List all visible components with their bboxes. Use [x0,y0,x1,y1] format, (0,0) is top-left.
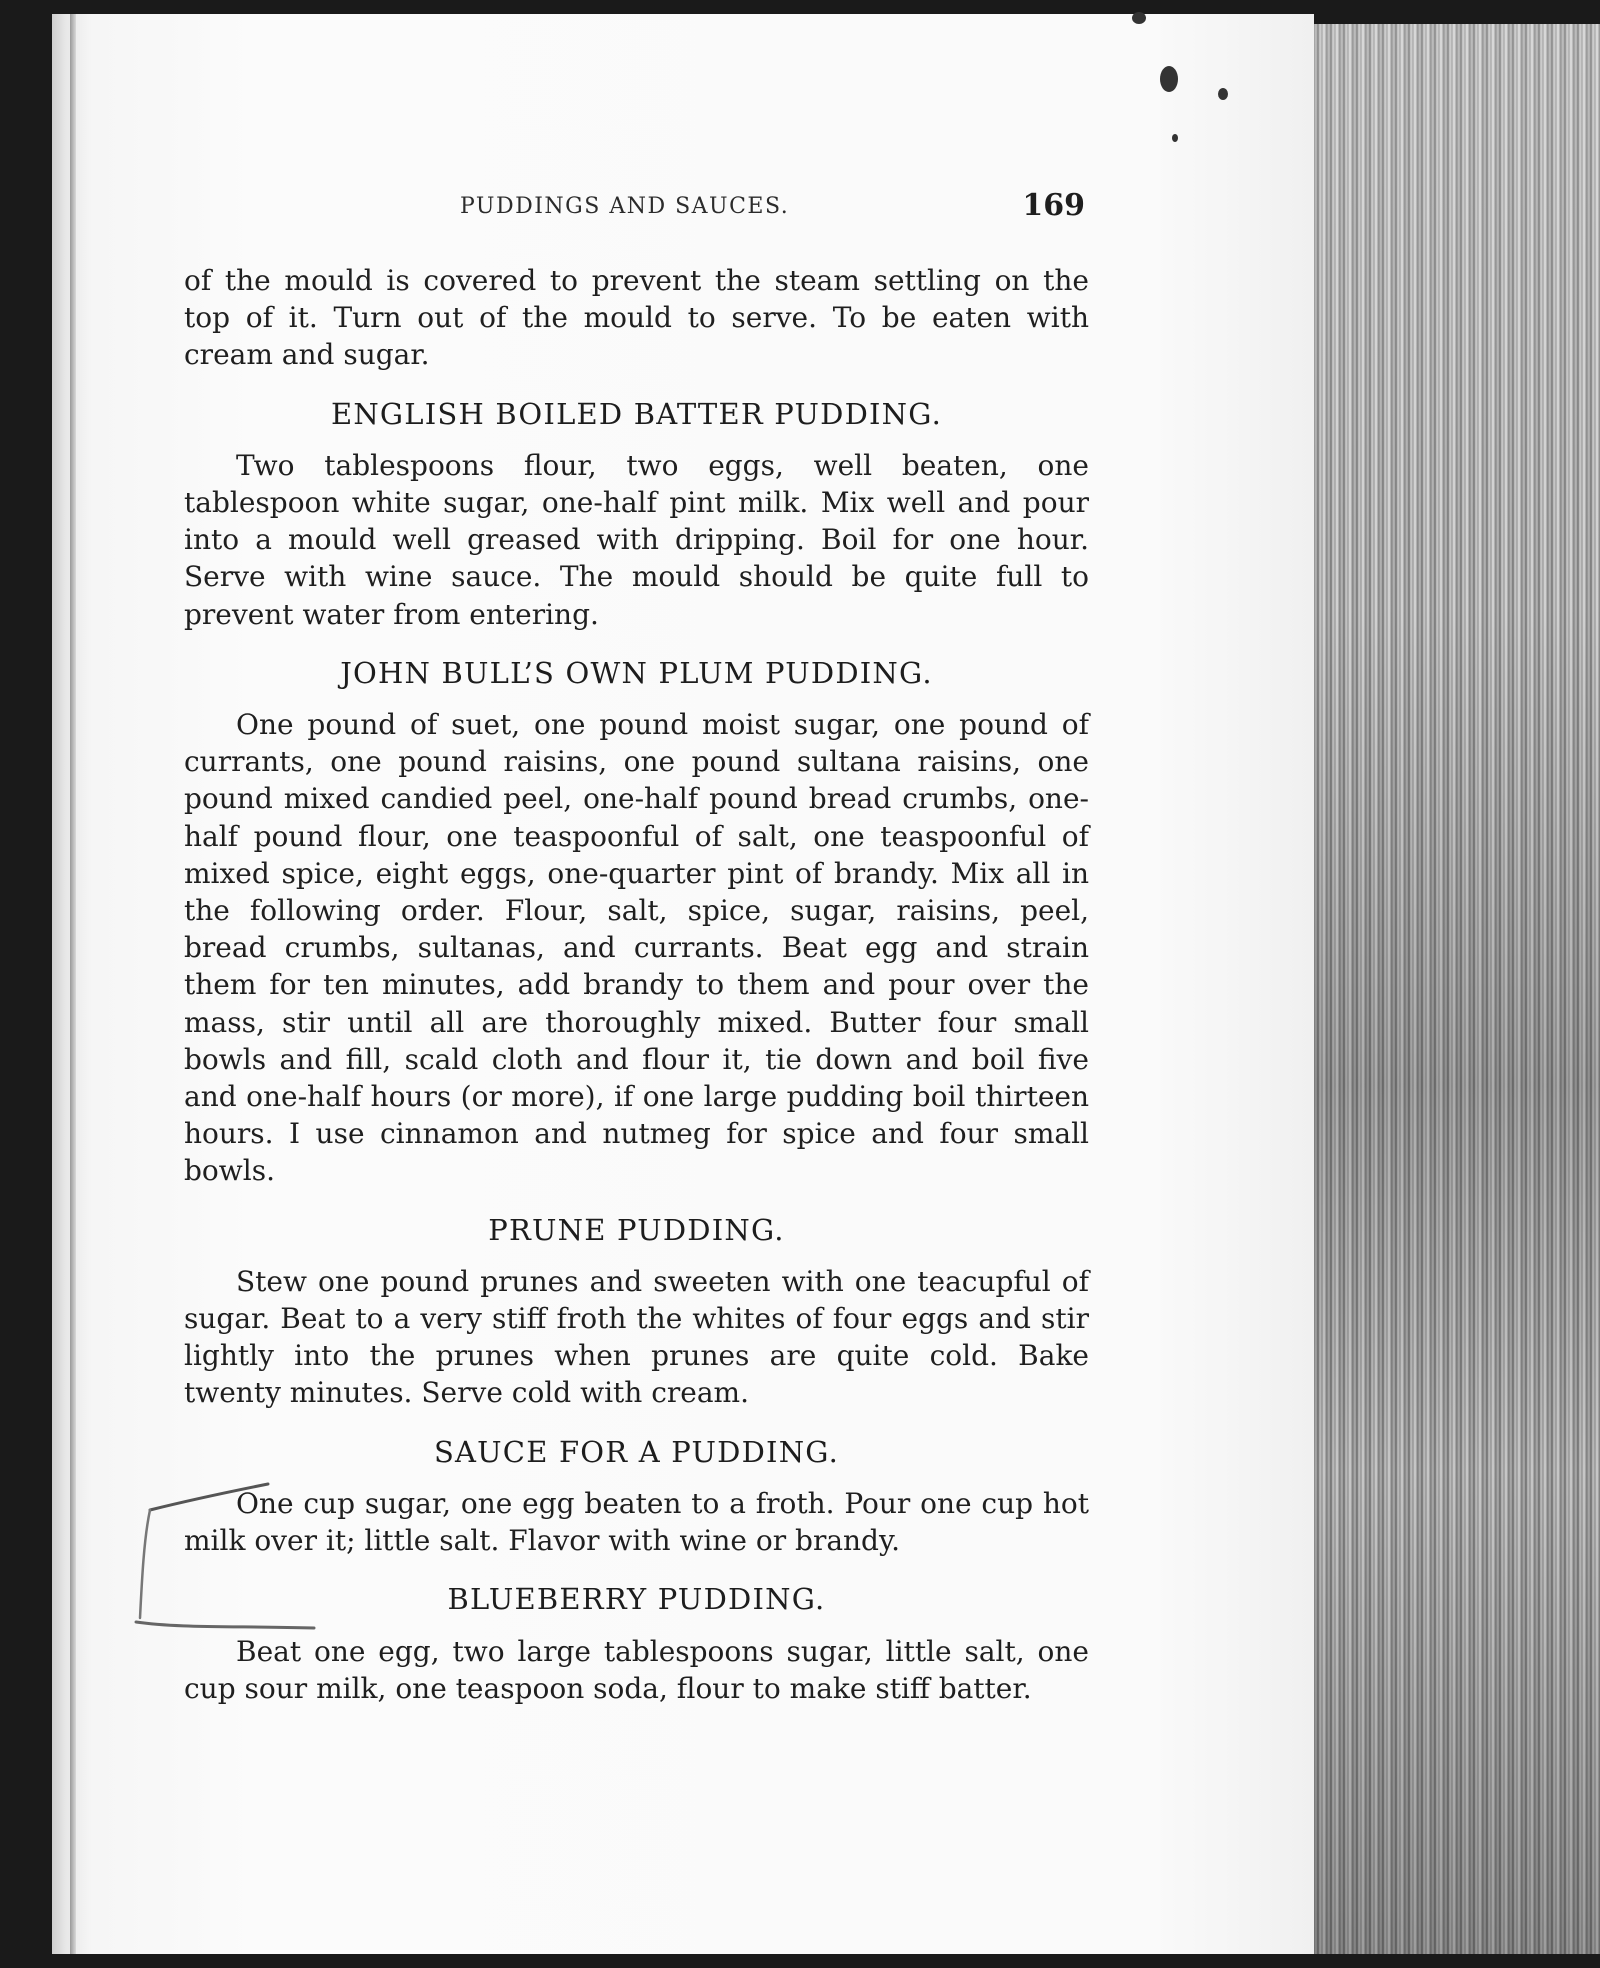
recipe-text: Two tablespoons flour, two eggs, well beaten, one tablespoon white sugar, one-half pint milk. Mix well and pour into a mould well greased with dripping. Boil for one hour. Serve with wine sauce. The mould should be quite full to prevent water from entering. [184,448,1089,631]
continuation-paragraph: of the mould is covered to prevent the steam settling on the top of it. Turn out of the mould to serve. To be eaten with cream and sugar. [184,264,1089,372]
running-head-title: PUDDINGS AND SAUCES. [460,194,790,219]
recipe-title: PRUNE PUDDING. [488,1212,785,1247]
scan-bottom-edge [0,1954,1600,1968]
page-number: 169 [1022,188,1085,223]
recipe-text: One cup sugar, one egg beaten to a froth. Pour one cup hot milk over it; little salt. Flavor with wine or brandy. [184,1486,1089,1558]
recipe-title: SAUCE FOR A PUDDING. [433,1434,840,1469]
pencil-bracket-mark [128,1468,328,1648]
recipe-title: ENGLISH BOILED BATTER PUDDING. [330,396,942,431]
page-gutter [70,14,76,1954]
book-fore-edge-shading [1314,24,1600,1954]
ink-speck [1218,88,1228,100]
ink-blot [1160,66,1178,92]
recipe-text: One pound of suet, one pound moist sugar, one pound of currants, one pound raisins, one pound sultana raisins, one pound mixed candied peel, one-half pound bread crumbs, one-half pound flour, one teaspoonful of salt, one teaspoonful of mixed spice, eight eggs, one-quarter pint of brandy. Mix all in the following order. Flour, salt, spice, sugar, raisins, peel, bread crumbs, sultanas, and currants. Beat egg and strain them for ten minutes, add brandy to them and pour over the mass, stir until all are thoroughly mixed. Butter four small bowls and fill, scald cloth and flour it, tie down and boil five and one-half hours (or more), if one large pudding boil thirteen hours. I use cinnamon and nutmeg for spice and four small bowls. [184,708,1089,1188]
running-head [180,188,1085,228]
recipe-text: Stew one pound prunes and sweeten with one teacupful of sugar. Beat to a very stiff froth the whites of four eggs and stir lightly into the prunes when prunes are quite cold. Bake twenty minutes. Serve cold with cream. [184,1264,1089,1410]
recipe-text: Beat one egg, two large tablespoons sugar, little salt, one cup sour milk, one teaspoon soda, flour to make stiff batter. [184,1634,1089,1705]
ink-speck [1132,12,1146,24]
recipe-title: JOHN BULL’S OWN PLUM PUDDING. [340,655,933,690]
ink-speck [1172,134,1178,142]
recipe-title: BLUEBERRY PUDDING. [447,1582,826,1617]
